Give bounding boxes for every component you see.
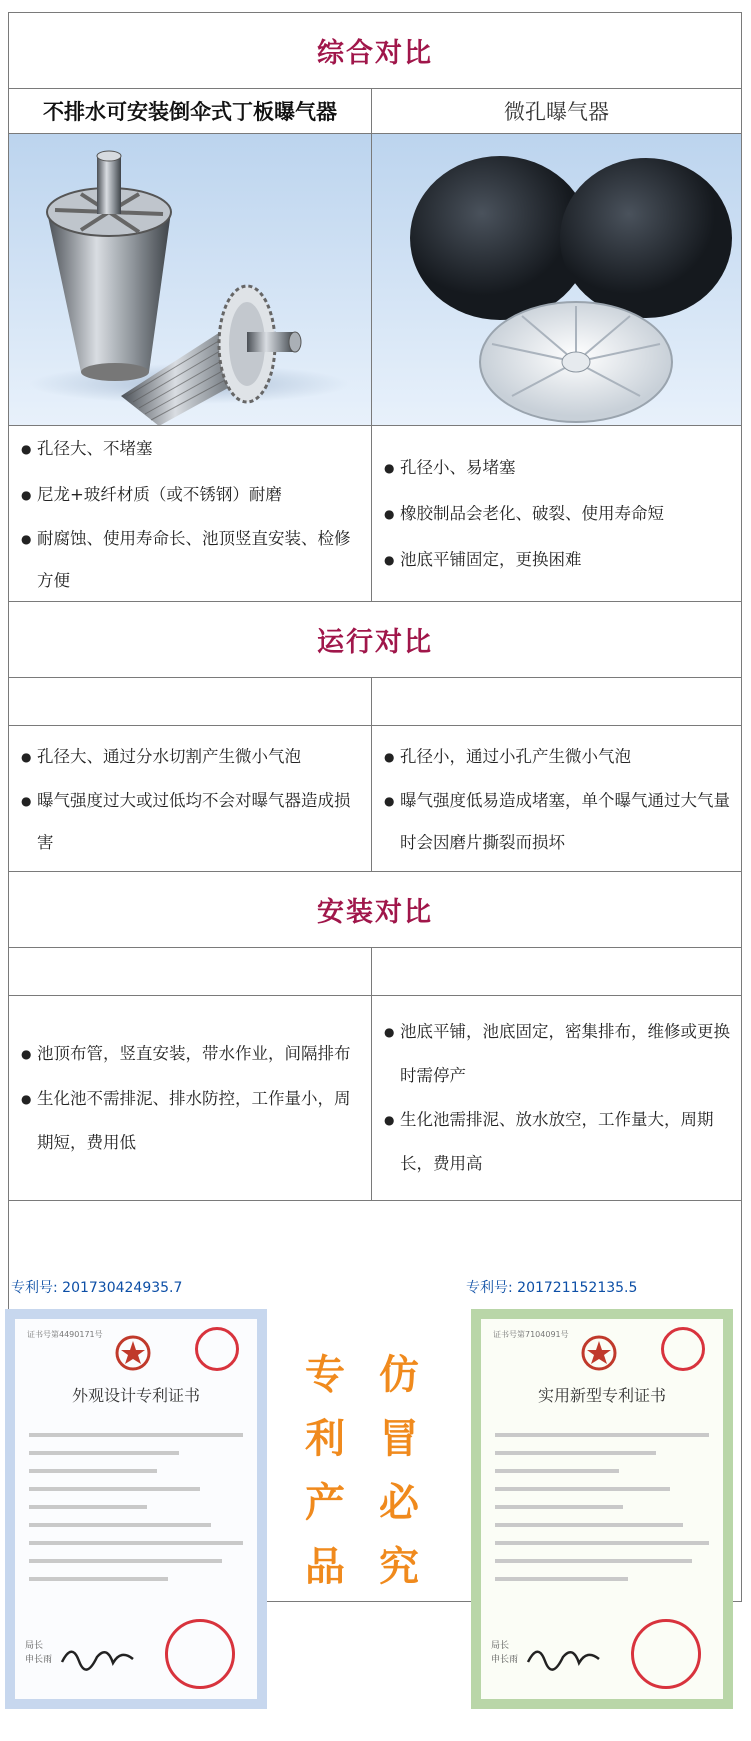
list-item: ● 孔径大、不堵塞	[17, 426, 363, 472]
list-item: ● 曝气强度过大或过低均不会对曝气器造成损害	[17, 780, 363, 864]
install-right-points	[372, 996, 741, 1200]
column-header-row	[9, 89, 741, 134]
list-item: ● 尼龙+玻纤材质（或不锈钢）耐磨	[17, 472, 363, 518]
left-patent-number: 专利号: 201730424935.7	[11, 1280, 183, 1296]
seal-icon	[661, 1327, 705, 1371]
list-item: ● 耐腐蚀、使用寿命长、池顶竖直安装、检修方便	[17, 518, 363, 602]
install-section-title: 安装对比	[317, 897, 433, 928]
signature-image	[523, 1637, 603, 1677]
list-item: ● 池顶布管，竖直安装，带水作业，间隔排布	[17, 1031, 363, 1077]
install-points-row	[9, 996, 741, 1201]
certificate-serial: 证书号第7104091号	[493, 1330, 569, 1339]
list-item: ● 孔径小，通过小孔产生微小气泡	[380, 734, 733, 780]
overall-section-title: 综合对比	[317, 38, 433, 69]
list-item: ● 孔径大、通过分水切割产生微小气泡	[17, 734, 363, 780]
operation-points-row	[9, 726, 741, 872]
overall-left-points	[9, 426, 372, 601]
certificate-title: 外观设计专利证书	[71, 1386, 200, 1405]
utility-patent-certificate	[471, 1309, 733, 1709]
list-item: ● 池底平铺，池底固定，密集排布，维修或更换时需停产	[380, 1010, 733, 1098]
disc-diffuser-image	[372, 134, 741, 425]
seal-icon	[165, 1619, 235, 1689]
operation-left-points	[9, 726, 372, 871]
certificate-serial: 证书号第4490171号	[27, 1330, 103, 1339]
operation-section-title: 运行对比	[317, 627, 433, 658]
slogan-char: 产	[305, 1479, 345, 1526]
list-item: ● 橡胶制品会老化、破裂、使用寿命短	[380, 491, 733, 537]
blank-row	[9, 678, 741, 726]
right-column-header: 微孔曝气器	[504, 100, 609, 124]
slogan-char: 究	[379, 1543, 419, 1590]
install-title-row	[9, 872, 741, 948]
slogan-char: 仿	[379, 1351, 419, 1398]
slogan-char: 专	[305, 1351, 345, 1398]
certificate-text-lines	[495, 1419, 709, 1595]
patent-area	[9, 1201, 741, 1665]
comparison-table	[8, 12, 742, 1665]
overall-title-row	[9, 13, 741, 89]
certificate-title: 实用新型专利证书	[537, 1386, 666, 1405]
signature-label: 局长 申长雨	[491, 1641, 519, 1665]
certificate-text-lines	[29, 1419, 243, 1595]
design-patent-certificate	[5, 1309, 267, 1709]
list-item: ● 孔径小、易堵塞	[380, 445, 733, 491]
slogan-column-left	[305, 1343, 345, 1599]
list-item: ● 池底平铺固定，更换困难	[380, 537, 733, 583]
operation-title-row	[9, 602, 741, 678]
overall-right-points	[372, 426, 741, 601]
install-left-points	[9, 996, 372, 1200]
slogan-char: 冒	[379, 1415, 419, 1462]
left-column-header: 不排水可安装倒伞式丁板曝气器	[9, 89, 372, 133]
list-item: ● 曝气强度低易造成堵塞，单个曝气通过大气量时会因磨片撕裂而损坏	[380, 780, 733, 864]
product-image-row	[9, 134, 741, 426]
slogan-char: 必	[379, 1479, 419, 1526]
signature-image	[57, 1637, 137, 1677]
operation-right-points	[372, 726, 741, 871]
signature-label: 局长 申长雨	[25, 1641, 53, 1665]
blank-row	[9, 948, 741, 996]
inverted-umbrella-aerator-image	[9, 134, 372, 425]
seal-icon	[631, 1619, 701, 1689]
slogan-char: 品	[305, 1543, 345, 1590]
slogan-column-right	[379, 1343, 419, 1599]
national-emblem-icon	[579, 1333, 619, 1373]
list-item: ● 生化池需排泥、放水放空，工作量大，周期长，费用高	[380, 1098, 733, 1186]
list-item: ● 生化池不需排泥、排水防控，工作量小，周期短，费用低	[17, 1077, 363, 1165]
slogan-char: 利	[305, 1415, 345, 1462]
right-patent-number: 专利号: 201721152135.5	[466, 1280, 638, 1296]
overall-points-row	[9, 426, 741, 602]
seal-icon	[195, 1327, 239, 1371]
national-emblem-icon	[113, 1333, 153, 1373]
